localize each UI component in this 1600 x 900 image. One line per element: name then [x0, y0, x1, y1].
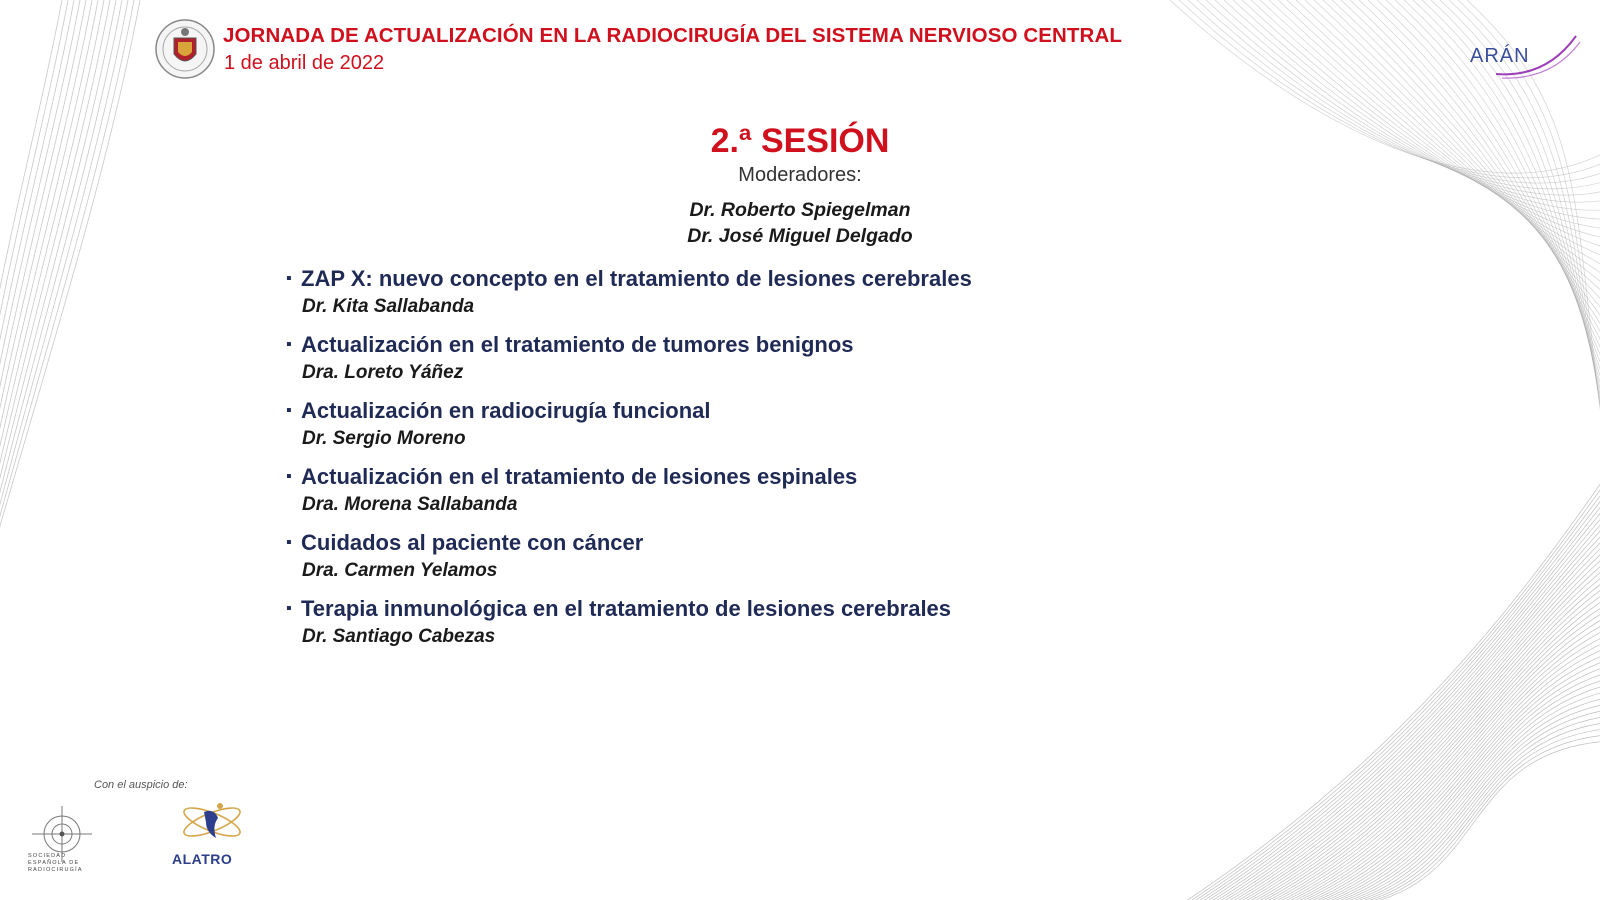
- talk-item: [286, 530, 1046, 596]
- auspice-label: Con el auspicio de:: [94, 779, 188, 791]
- talk-title: ZAP X: nuevo concepto en el tratamiento de lesiones cerebrales: [301, 266, 972, 291]
- talk-title: Terapia inmunológica en el tratamiento de lesiones cerebrales: [301, 596, 952, 621]
- talk-speaker: Dr. Kita Sallabanda: [302, 296, 475, 317]
- bullet-icon: ▪: [286, 468, 292, 485]
- bullet-icon: ▪: [286, 270, 292, 287]
- talk-title: Actualización en el tratamiento de lesiones espinales: [301, 464, 858, 489]
- event-title: JORNADA DE ACTUALIZACIÓN EN LA RADIOCIRUGÍA DEL SISTEMA NERVIOSO CENTRAL: [223, 24, 1122, 47]
- talk-title: Cuidados al paciente con cáncer: [301, 530, 644, 555]
- alatro-logo: [176, 798, 248, 844]
- alatro-logo-text: ALATRO: [172, 851, 233, 867]
- sedr-logo-text: SOCIEDAD ESPAÑOLA DE RADIOCIRUGÍA: [28, 853, 83, 873]
- bullet-icon: ▪: [286, 336, 292, 353]
- bullet-icon: ▪: [286, 402, 292, 419]
- moderators-label: Moderadores:: [738, 164, 862, 186]
- talk-speaker: Dr. Santiago Cabezas: [302, 626, 496, 647]
- moderator-name: Dr. José Miguel Delgado: [687, 225, 913, 247]
- talk-speaker: Dra. Carmen Yelamos: [302, 560, 498, 581]
- talk-speaker: Dra. Loreto Yáñez: [302, 362, 464, 383]
- talk-speaker: Dra. Morena Sallabanda: [302, 494, 518, 515]
- aran-logo-text: ARÁN: [1470, 45, 1530, 67]
- talk-item: [286, 596, 1046, 662]
- talk-title: Actualización en radiocirugía funcional: [301, 398, 711, 423]
- moderator-name: Dr. Roberto Spiegelman: [689, 199, 911, 221]
- talk-list: [286, 266, 1046, 662]
- talk-speaker: Dr. Sergio Moreno: [302, 428, 466, 449]
- university-crest-logo: [154, 14, 216, 84]
- talk-title: Actualización en el tratamiento de tumores benignos: [301, 332, 854, 357]
- talk-item: [286, 398, 1046, 464]
- bullet-icon: ▪: [286, 600, 292, 617]
- bullet-icon: ▪: [286, 534, 292, 551]
- event-date: 1 de abril de 2022: [224, 52, 385, 74]
- talk-item: [286, 332, 1046, 398]
- session-title: 2.ª SESIÓN: [710, 122, 890, 160]
- talk-item: [286, 464, 1046, 530]
- talk-item: [286, 266, 1046, 332]
